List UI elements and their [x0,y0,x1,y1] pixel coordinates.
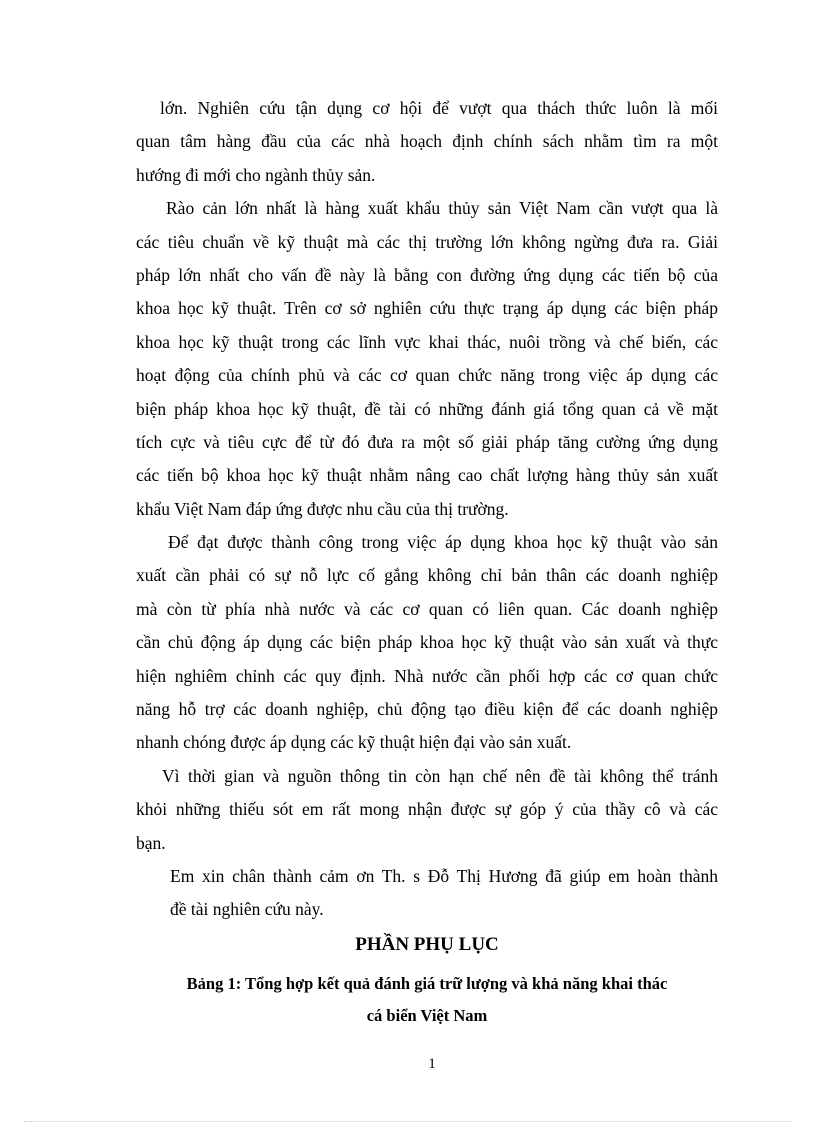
appendix-heading: PHẦN PHỤ LỤC [355,934,499,955]
text-line: năng hỗ trợ các doanh nghiệp, chủ động tạo điều kiện để các doanh nghiệp [136,699,718,720]
text-line: pháp lớn nhất cho vấn đề này là bằng con đường ứng dụng các tiến bộ của [136,264,718,285]
text-line: hướng đi mới cho ngành thủy sản. [136,164,376,185]
page-number: 1 [428,1056,436,1072]
text-line: các tiến bộ khoa học kỹ thuật nhằm nâng cao chất lượng hàng thủy sản xuất [136,465,718,486]
text-line: hoạt động của chính phủ và các cơ quan chức năng trong việc áp dụng các [136,365,718,386]
table-caption-line: Bảng 1: Tổng hợp kết quả đánh giá trữ lượng và khả năng khai thác [186,974,668,993]
text-line: nhanh chóng được áp dụng các kỹ thuật hiện đại vào sản xuất. [136,732,572,753]
text-line: xuất cần phải có sự nỗ lực cố gắng không chỉ bản thân các doanh nghiệp [136,565,718,586]
text-line: đề tài nghiên cứu này. [170,899,324,920]
text-line: các tiêu chuẩn về kỹ thuật mà các thị trường lớn không ngừng đưa ra. Giải [136,231,718,252]
text-line: Em xin chân thành cảm ơn Th. s Đỗ Thị Hương đã giúp em hoàn thành [170,865,718,886]
text-line: khẩu Việt Nam đáp ứng được nhu cầu của thị trường. [136,498,509,519]
text-line: Rào cản lớn nhất là hàng xuất khẩu thủy sản Việt Nam cần vượt qua là [166,198,718,219]
text-line: biện pháp khoa học kỹ thuật, đề tài có những đánh giá tổng quan cả về mặt [136,398,718,419]
text-line: hiện nghiêm chỉnh các quy định. Nhà nước cần phối hợp các cơ quan chức [136,665,718,686]
text-line: tích cực và tiêu cực để từ đó đưa ra một số giải pháp tăng cường ứng dụng [136,431,718,452]
text-line: Vì thời gian và nguồn thông tin còn hạn chế nên đề tài không thể tránh [162,765,718,786]
text-line: bạn. [136,832,166,853]
text-line: Để đạt được thành công trong việc áp dụng khoa học kỹ thuật vào sản [168,532,718,553]
text-line: lớn. Nghiên cứu tận dụng cơ hội để vượt qua thách thức luôn là mối [160,98,718,118]
text-line: cần chủ động áp dụng các biện pháp khoa học kỹ thuật vào sản xuất và thực [136,632,718,653]
table-caption [136,968,718,1032]
body-text [136,92,718,927]
page-boundary-rule [24,1121,792,1122]
text-line: khoa học kỹ thuật trong các lĩnh vực khai thác, nuôi trồng và chế biến, các [136,331,718,352]
table-caption-line: cá biển Việt Nam [366,1006,488,1025]
text-line: khỏi những thiếu sót em rất mong nhận được sự góp ý của thầy cô và các [136,799,718,820]
text-line: khoa học kỹ thuật. Trên cơ sở nghiên cứu thực trạng áp dụng các biện pháp [136,298,718,319]
text-line: quan tâm hàng đầu của các nhà hoạch định chính sách nhằm tìm ra một [136,131,718,152]
text-line: mà còn từ phía nhà nước và các cơ quan có liên quan. Các doanh nghiệp [136,598,718,619]
